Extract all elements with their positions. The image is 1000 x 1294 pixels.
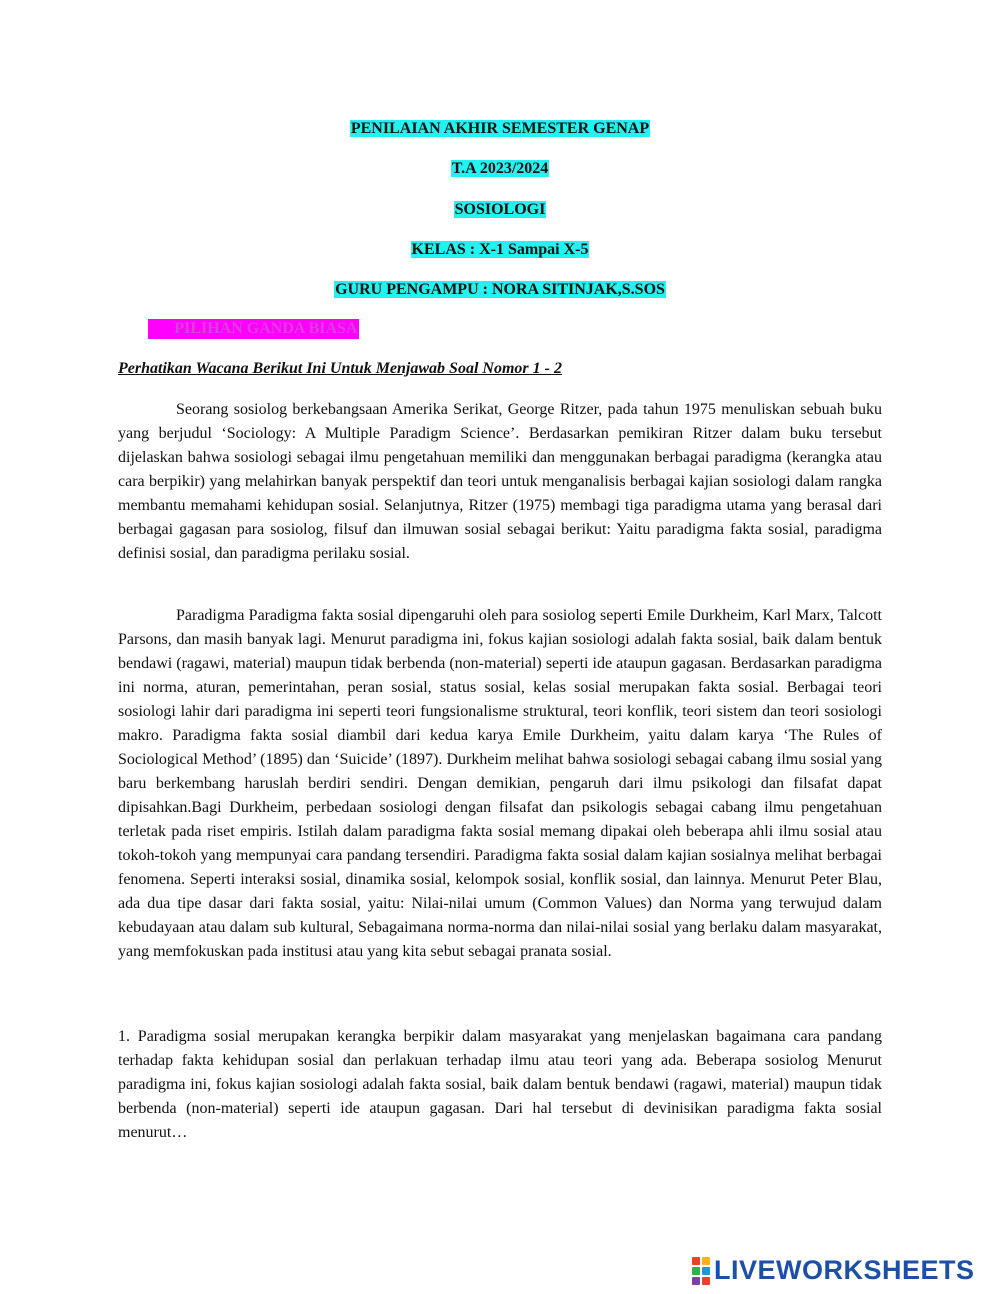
diamond-bullet-icon: ❖ (150, 320, 165, 337)
passage-paragraph-2: Paradigma Paradigma fakta sosial dipengaruhi oleh para sosiolog seperti Emile Durkheim, Karl Marx, Talcott Parsons, dan masih banyak lagi. Menurut paradigma ini, fokus kajian sosiologi adalah fakta sosial, baik dalam bentuk bendawi (ragawi, material) maupun tidak berbenda (non-material) seperti ide ataupun gagasan. Berdasarkan paradigma ini norma, aturan, pemerintahan, peran sosial, status sosial, kelas sosial merupakan fakta sosial. Berbagai teori sosiologi lahir dari paradigma ini seperti teori fungsionalisme struktural, teori konflik, teori sistem dan teori sosiologi makro. Paradigma fakta sosial diambil dari kedua karya Emile Durkheim, yaitu dalam karya ‘The Rules of Sociological Method’ (1895) dan ‘Suicide’ (1897). Durkheim melihat bahwa sosiologi sebagai cabang ilmu sosial yang baru berkembang haruslah berdiri sendiri. Dengan demikian, pengaruh dari ilmu psikologi dan filsafat dapat dipisahkan.Bagi Durkheim, perbedaan sosiologi dengan filsafat dan psikologis sebagai cabang ilmu pengetahuan terletak pada riset empiris. Istilah dalam paradigma fakta sosial memang dipakai oleh beberapa ahli ilmu sosial atau tokoh-tokoh yang mempunyai cara pandang tersendiri. Paradigma fakta sosial dalam kajian sosialnya melihat berbagai fenomena. Seperti interaksi sosial, dinamika sosial, kelompok sosial, konflik sosial, dan lainnya. Menurut Peter Blau, ada dua tipe dasar dari fakta sosial, yaitu: Nilai-nilai umum (Common Values) dan Norma yang terwujud dalam kebudayaan atau dalam sub kultural, Sebagaimana norma-norma dan nilai-nilai sosial yang berlaku dalam masyarakat, yang memfokuskan pada institusi atau yang kita sebut sebagai pranata sosial. (118, 607, 882, 960)
question-1: 1. Paradigma sosial merupakan kerangka berpikir dalam masyarakat yang menjelaskan bagaimana cara pandang terhadap fakta kehidupan sosial dan perlakuan terhadap ilmu atau teori yang ada. Beberapa sosiolog Menurut paradigma ini, fokus kajian sosiologi adalah fakta sosial, baik dalam bentuk bendawi (ragawi, material) maupun tidak berbenda (non-material) seperti ide ataupun gagasan. Dari hal tersebut di devinisikan paradigma fakta sosial menurut… (118, 1028, 882, 1141)
teacher-info: GURU PENGAMPU : NORA SITINJAK,S.SOS (335, 281, 665, 298)
section-heading (148, 319, 359, 339)
logo-text: LIVEWORKSHEETS (714, 1255, 975, 1285)
liveworksheets-logo (692, 1255, 975, 1286)
passage-paragraph-1: Seorang sosiolog berkebangsaan Amerika Serikat, George Ritzer, pada tahun 1975 menuliskan sebuah buku yang berjudul ‘Sociology: A Multiple Paradigm Science’. Berdasarkan pemikiran Ritzer dalam buku tersebut dijelaskan bahwa sosiologi sebagai ilmu pengetahuan memiliki dan menggunakan berbagai paradigma (kerangka atau cara berpikir) yang melahirkan banyak perspektif dan teori untuk menganalisis berbagai kajian sosiologi dalam rangka membantu memahami kehidupan sosial. Selanjutnya, Ritzer (1975) membagi tiga paradigma utama yang berasal dari berbagai gagasan para sosiolog, filsuf dan ilmuwan sosial sebagai berikut: Yaitu paradigma fakta sosial, paradigma definisi sosial, dan paradigma perilaku sosial. (118, 401, 882, 562)
section-title: PILIHAN GANDA BIASA (174, 320, 358, 337)
class-info: KELAS : X-1 Sampai X-5 (411, 241, 589, 258)
liveworksheets-logo-icon (692, 1257, 710, 1285)
reading-instruction: Perhatikan Wacana Berikut Ini Untuk Menjawab Soal Nomor 1 - 2 (118, 360, 562, 377)
subject-title: SOSIOLOGI (454, 201, 546, 218)
exam-title: PENILAIAN AKHIR SEMESTER GENAP (350, 120, 650, 137)
academic-year: T.A 2023/2024 (451, 160, 549, 177)
